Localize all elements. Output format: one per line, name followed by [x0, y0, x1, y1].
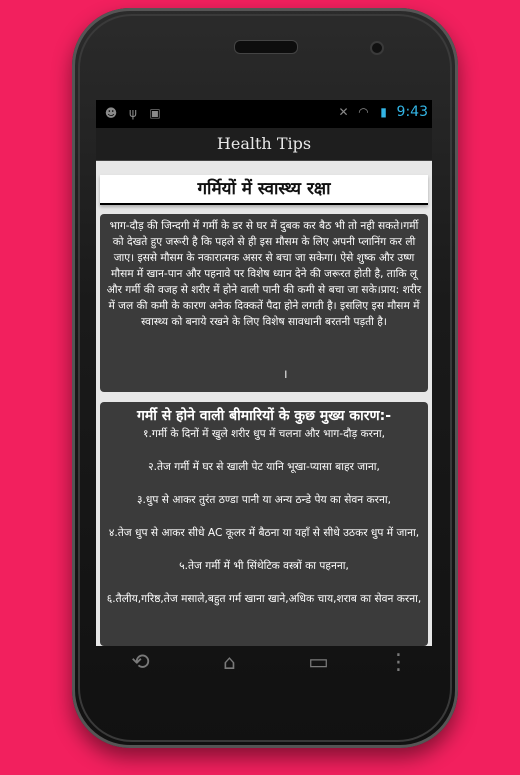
list-item: ३.धुप से आकर तुरंत ठण्डा पानी या अन्य ठन्डे पेय का सेवन करना,	[137, 494, 391, 506]
wifi-icon: ◠	[358, 105, 369, 119]
device-screen	[96, 100, 432, 646]
list-item: ५.तेज गर्मी में भी सिंथेटिक वस्त्रों का पहनना,	[179, 560, 349, 572]
status-bar	[96, 100, 432, 128]
list-item: १.गर्मी के दिनों में खुले शरीर धुप में चलना और भाग-दौड़ करना,	[143, 428, 385, 440]
list-item: ६.तैलीय,गरिष्ठ,तेज मसाले,बहुत गर्म खाना खाने,अधिक चाय,शराब का सेवन करना,	[106, 593, 422, 605]
content-scroll[interactable]	[96, 161, 432, 646]
app-title: Health Tips	[216, 134, 312, 153]
section-heading-box	[100, 175, 428, 205]
intro-mark: ।	[283, 367, 288, 381]
speaker-grille	[234, 40, 298, 54]
intro-card	[100, 214, 428, 392]
section-heading: गर्मियों में स्वास्थ्य रक्षा	[197, 179, 331, 199]
usb-icon: ψ	[129, 106, 137, 120]
back-icon[interactable]: ⟲	[131, 649, 150, 675]
causes-card	[100, 402, 428, 646]
app-bar	[96, 128, 432, 161]
causes-heading: गर्मी से होने वाली बीमारियों के कुछ मुख्य कारण:-	[136, 408, 392, 424]
intro-paragraph: भाग-दौड़ की जिन्दगी में गर्मी के डर से घर में दुबक कर बैठ भी तो नही सकते।गर्मी को देखते हुए जरूरी है कि पहले से ही इस मौसम के लिए अपनी प्लानिंग कर ली जाए। इससे मौसम के नकारात्मक असर से बचा जा सकेगा। ऐसे शुष्क और उष्ण मौसम में खान-पान और पहनावे पर विशेष ध्यान देने की जरूरत होती है, ताकि लू और गर्मी की वजह से शरीर में होने वाली पानी की कमी से बचा जा सके।प्राय: शरीर में जल की कमी के कारण अनेक दिक्कतें पैदा होने लगती है। इसलिए इस मौसम में स्वास्थ्य को बनाये रखने के लिए विशेष सावधानी बरतनी पड़ती है।	[106, 220, 422, 328]
recents-icon[interactable]: ▭	[308, 649, 329, 675]
shopping-bag-icon: ▣	[149, 106, 161, 120]
status-time: 9:43	[396, 104, 428, 120]
list-item: ४.तेज धुप से आकर सीधे AC कूलर में बैठना या यहाँ से सीधे उठकर धुप में जाना,	[108, 527, 420, 539]
battery-icon: ▮	[380, 105, 387, 119]
front-camera	[370, 41, 384, 55]
mute-icon: ✕	[338, 105, 349, 119]
home-icon[interactable]: ⌂	[223, 650, 236, 674]
system-nav-bar	[96, 646, 432, 678]
menu-icon[interactable]: ⋮	[387, 649, 410, 675]
list-item: २.तेज गर्मी में घर से खाली पेट यानि भूखा-प्यासा बाहर जाना,	[148, 461, 380, 473]
android-icon: ☻	[104, 106, 118, 120]
